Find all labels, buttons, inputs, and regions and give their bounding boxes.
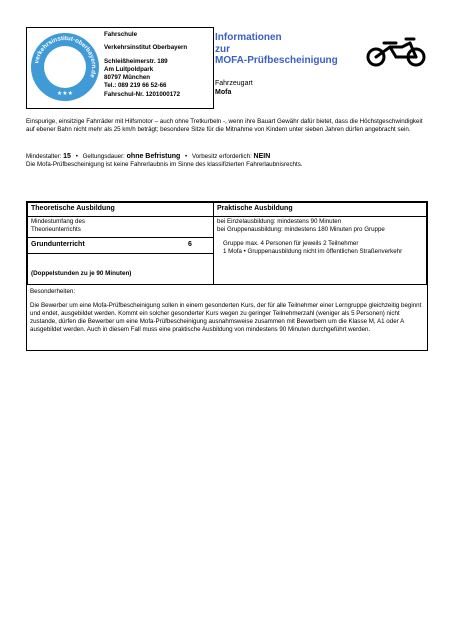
school-place: Am Luitpoldpark [104, 65, 154, 73]
vehicle-type-value: Mofa [215, 88, 232, 96]
school-number: Fahrschul-Nr. 1201000172 [104, 90, 181, 98]
prior-label: Vorbesitz erforderlich: [191, 153, 252, 160]
practical-line-2: bei Gruppenausbildung: mindestens 180 Minuten pro Gruppe [217, 226, 385, 233]
validity-value: ohne Befristung [126, 153, 181, 160]
page-title [215, 32, 365, 67]
practical-line-1: bei Einzelausbildung: mindestens 90 Minuten [217, 218, 342, 225]
practical-header: Praktische Ausbildung [213, 202, 427, 217]
basic-lesson-value: 6 [188, 241, 192, 248]
special-label: Besonderheiten: [30, 288, 76, 295]
separator-2: • [185, 153, 188, 160]
validity-label: Geltungsdauer: [82, 153, 125, 160]
min-scope-line-2: Theorieunterrichts [31, 226, 81, 233]
basic-lesson-label: Grundunterricht [31, 241, 85, 248]
practical-cell [213, 216, 427, 285]
title-line-3: MOFA-Prüfbescheinigung [215, 55, 338, 66]
requirements-block [26, 153, 426, 169]
min-scope-line-1: Mindestumfang des [31, 218, 85, 225]
min-scope-cell [27, 216, 214, 238]
svg-text:★★★: ★★★ [56, 90, 74, 97]
theory-header: Theoretische Ausbildung [27, 202, 214, 217]
moped-icon [366, 35, 426, 67]
vehicle-type-label: Fahrzeugart [215, 80, 253, 87]
requirements-note: Die Mofa-Prüfbescheinigung ist keine Fahrerlaubnis im Sinne des klassifizierten Fahrerlaubnisrechts. [26, 161, 303, 169]
seal-ring-text: verkehrsinstitut-oberbayern.de [33, 34, 98, 79]
school-phone: Tel.: 089 219 66 52-66 [104, 82, 167, 90]
title-line-2: zur [215, 43, 230, 55]
vehicle-description: Einspurige, einsitzige Fahrräder mit Hilfsmotor – auch ohne Tretkurbeln -, wenn ihre Bauart Gewähr dafür bietet, dass die Höchstgeschwindigkeit auf ebener Bahn nicht mehr als 25 km/h beträgt; besondere Sitze für die Mitnahme von Kindern unter sieben Jahren dürfen angebracht sein. [26, 118, 423, 134]
training-table [26, 201, 428, 351]
prior-value: NEIN [253, 153, 271, 160]
vehicle-type [215, 80, 253, 97]
min-age-value: 15 [63, 153, 71, 160]
double-lessons-cell [27, 253, 214, 285]
school-city: 80797 München [104, 74, 151, 82]
requirements-line [26, 153, 426, 161]
min-age-label: Mindestalter: [26, 153, 62, 160]
special-text: Die Bewerber um eine Mofa-Prüfbescheinigung sollen in einem gesonderten Kurs, der für alle Teilnehmer einer Lerngruppe gleichzeitig beginnt und endet, ausgebildet werden. Kommt ein solcher gesonderter Kurs wegen zu geringer Teilnehmerzahl (weniger als 5 Personen) nicht zustande, dürfen die Bewerber um eine Mofa-Prüfbescheinigung ausnahmsweise zusammen mit Bewerbern um die Klasse M, A1 oder A ausgebildet werden. Auch in diesem Fall muss eine praktische Ausbildung von mindestens 90 Minuten durchgeführt werden. [30, 302, 422, 333]
title-line-1: Informationen [215, 32, 282, 43]
school-seal-logo [30, 29, 100, 105]
basic-lesson-row [27, 237, 214, 254]
school-address-block [104, 31, 210, 99]
double-lessons-note: (Doppelstunden zu je 90 Minuten) [31, 270, 132, 277]
group-line-2: 1 Mofa • Gruppenausbildung nicht im öffentlichen Straßenverkehr [223, 248, 403, 255]
group-line-1: Gruppe max. 4 Personen für jeweils 2 Teilnehmer [223, 240, 359, 247]
separator-1: • [75, 153, 78, 160]
school-street: Schleißheimerstr. 189 [104, 57, 168, 65]
school-name: Fahrschule [104, 31, 138, 38]
special-notes [27, 287, 427, 335]
school-institute: Verkehrsinstitut Oberbayern [104, 44, 188, 52]
